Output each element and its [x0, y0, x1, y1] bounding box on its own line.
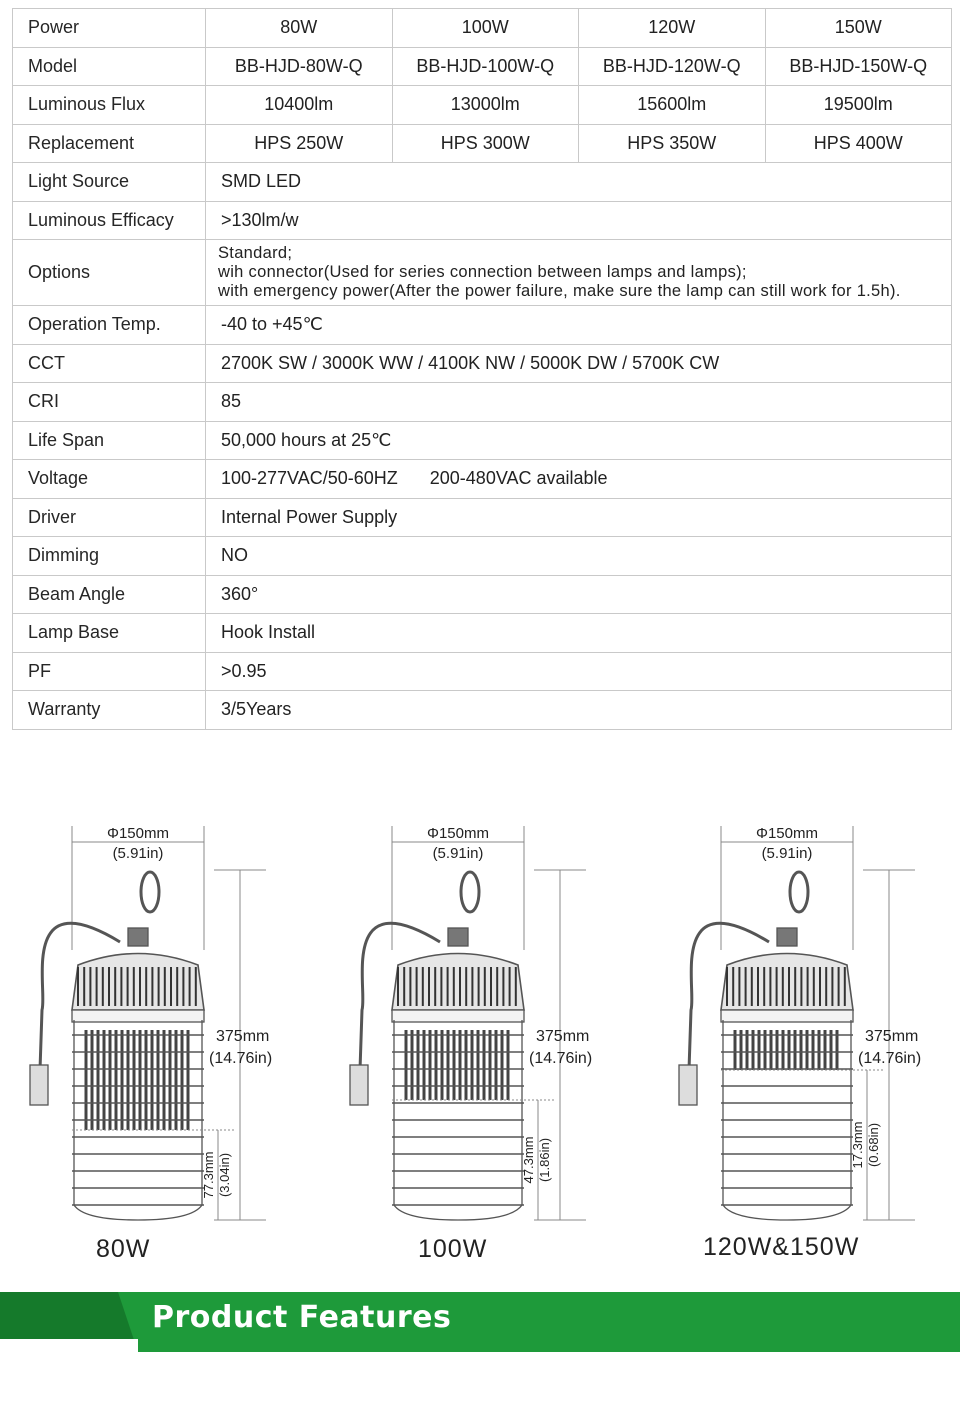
row-value: >130lm/w	[206, 201, 952, 240]
table-row	[13, 240, 952, 306]
banner-background	[0, 1292, 960, 1352]
row-label: Life Span	[13, 421, 206, 460]
options-line: with emergency power(After the power failure, make sure the lamp can still work for 1.5h).	[218, 282, 901, 300]
dimension-drawings	[0, 790, 960, 1280]
housing-ring	[72, 1010, 204, 1022]
table-row	[13, 537, 952, 576]
table-row	[13, 163, 952, 202]
row-label: Dimming	[13, 537, 206, 576]
row-label: Replacement	[13, 124, 206, 163]
row-label: Light Source	[13, 163, 206, 202]
replacement-80: HPS 250W	[206, 124, 393, 163]
row-value: >0.95	[206, 652, 952, 691]
power-80: 80W	[206, 9, 393, 48]
flux-80: 10400lm	[206, 86, 393, 125]
table-row	[13, 47, 952, 86]
model-80: BB-HJD-80W-Q	[206, 47, 393, 86]
height-mm-label: 375mm	[216, 1028, 270, 1045]
row-label: Power	[13, 9, 206, 48]
row-value: SMD LED	[206, 163, 952, 202]
table-row	[13, 86, 952, 125]
table-row	[13, 201, 952, 240]
replacement-120: HPS 350W	[579, 124, 766, 163]
height-in-label: (14.76in)	[209, 1050, 273, 1067]
row-label: Lamp Base	[13, 614, 206, 653]
hook-icon	[141, 872, 159, 912]
replacement-100: HPS 300W	[392, 124, 579, 163]
table-row	[13, 124, 952, 163]
clearance-in-label: (1.86in)	[537, 1137, 552, 1183]
hook-icon	[461, 872, 479, 912]
table-row	[13, 383, 952, 422]
banner-notch	[0, 1339, 138, 1352]
row-value: 2700K SW / 3000K WW / 4100K NW / 5000K DW / 5700K CW	[206, 344, 952, 383]
row-label: Luminous Flux	[13, 86, 206, 125]
voltage-extra: 200-480VAC available	[429, 468, 608, 489]
row-label: Model	[13, 47, 206, 86]
flux-120: 15600lm	[579, 86, 766, 125]
clearance-in-label: (0.68in)	[866, 1122, 881, 1168]
cage-bottom	[74, 1205, 202, 1220]
table-row	[13, 421, 952, 460]
row-label: Driver	[13, 498, 206, 537]
clearance-in-label: (3.04in)	[217, 1152, 232, 1198]
row-label: CCT	[13, 344, 206, 383]
cage-bottom	[394, 1205, 522, 1220]
cage-bottom	[723, 1205, 851, 1220]
table-row	[13, 9, 952, 48]
height-mm-label: 375mm	[865, 1028, 919, 1045]
plug-icon	[350, 1065, 368, 1105]
diameter-mm-label: Φ150mm	[427, 825, 489, 842]
options-line: wih connector(Used for series connection between lamps and lamps);	[218, 263, 747, 281]
row-label: PF	[13, 652, 206, 691]
table-row	[13, 614, 952, 653]
height-in-label: (14.76in)	[858, 1050, 922, 1067]
features-banner	[0, 1292, 960, 1352]
table-row	[13, 498, 952, 537]
row-label: Voltage	[13, 460, 206, 499]
row-value: Internal Power Supply	[206, 498, 952, 537]
options-value	[206, 240, 952, 306]
table-row	[13, 306, 952, 345]
table-row	[13, 691, 952, 730]
power-100: 100W	[392, 9, 579, 48]
plug-icon	[30, 1065, 48, 1105]
table-row	[13, 652, 952, 691]
hook-mount	[448, 928, 468, 946]
replacement-150: HPS 400W	[765, 124, 952, 163]
table-row	[13, 344, 952, 383]
lamp-caption-100w: 100W	[418, 1235, 488, 1263]
spec-table	[12, 8, 952, 730]
housing-ring	[721, 1010, 853, 1022]
flux-150: 19500lm	[765, 86, 952, 125]
clearance-mm-label: 17.3mm	[850, 1121, 865, 1169]
power-150: 150W	[765, 9, 952, 48]
diameter-in-label: (5.91in)	[112, 845, 164, 862]
row-value: -40 to +45℃	[206, 306, 952, 345]
table-row	[13, 460, 952, 499]
lamp-caption-120w-150w: 120W&150W	[703, 1233, 860, 1261]
model-100: BB-HJD-100W-Q	[392, 47, 579, 86]
diameter-mm-label: Φ150mm	[107, 825, 169, 842]
model-120: BB-HJD-120W-Q	[579, 47, 766, 86]
hook-icon	[790, 872, 808, 912]
clearance-mm-label: 77.3mm	[201, 1151, 216, 1199]
row-value	[206, 460, 952, 499]
row-value: 360°	[206, 575, 952, 614]
row-value: NO	[206, 537, 952, 576]
row-value: 3/5Years	[206, 691, 952, 730]
row-label: Options	[13, 240, 206, 306]
hook-mount	[777, 928, 797, 946]
row-value: 85	[206, 383, 952, 422]
height-in-label: (14.76in)	[529, 1050, 593, 1067]
row-value: Hook Install	[206, 614, 952, 653]
options-line: Standard;	[218, 244, 293, 262]
power-120: 120W	[579, 9, 766, 48]
row-label: Luminous Efficacy	[13, 201, 206, 240]
clearance-mm-label: 47.3mm	[521, 1136, 536, 1184]
plug-icon	[679, 1065, 697, 1105]
row-label: CRI	[13, 383, 206, 422]
row-label: Warranty	[13, 691, 206, 730]
lamp-caption-80w: 80W	[96, 1235, 151, 1263]
hook-mount	[128, 928, 148, 946]
banner-title: Product Features	[152, 1300, 452, 1335]
row-value: 50,000 hours at 25℃	[206, 421, 952, 460]
diameter-in-label: (5.91in)	[761, 845, 813, 862]
lamp-dimension-illustration	[0, 790, 960, 1280]
height-mm-label: 375mm	[536, 1028, 590, 1045]
row-label: Operation Temp.	[13, 306, 206, 345]
housing-ring	[392, 1010, 524, 1022]
diameter-mm-label: Φ150mm	[756, 825, 818, 842]
table-row	[13, 575, 952, 614]
row-label: Beam Angle	[13, 575, 206, 614]
flux-100: 13000lm	[392, 86, 579, 125]
diameter-in-label: (5.91in)	[432, 845, 484, 862]
voltage-value: 100-277VAC/50-60HZ	[221, 468, 398, 489]
model-150: BB-HJD-150W-Q	[765, 47, 952, 86]
